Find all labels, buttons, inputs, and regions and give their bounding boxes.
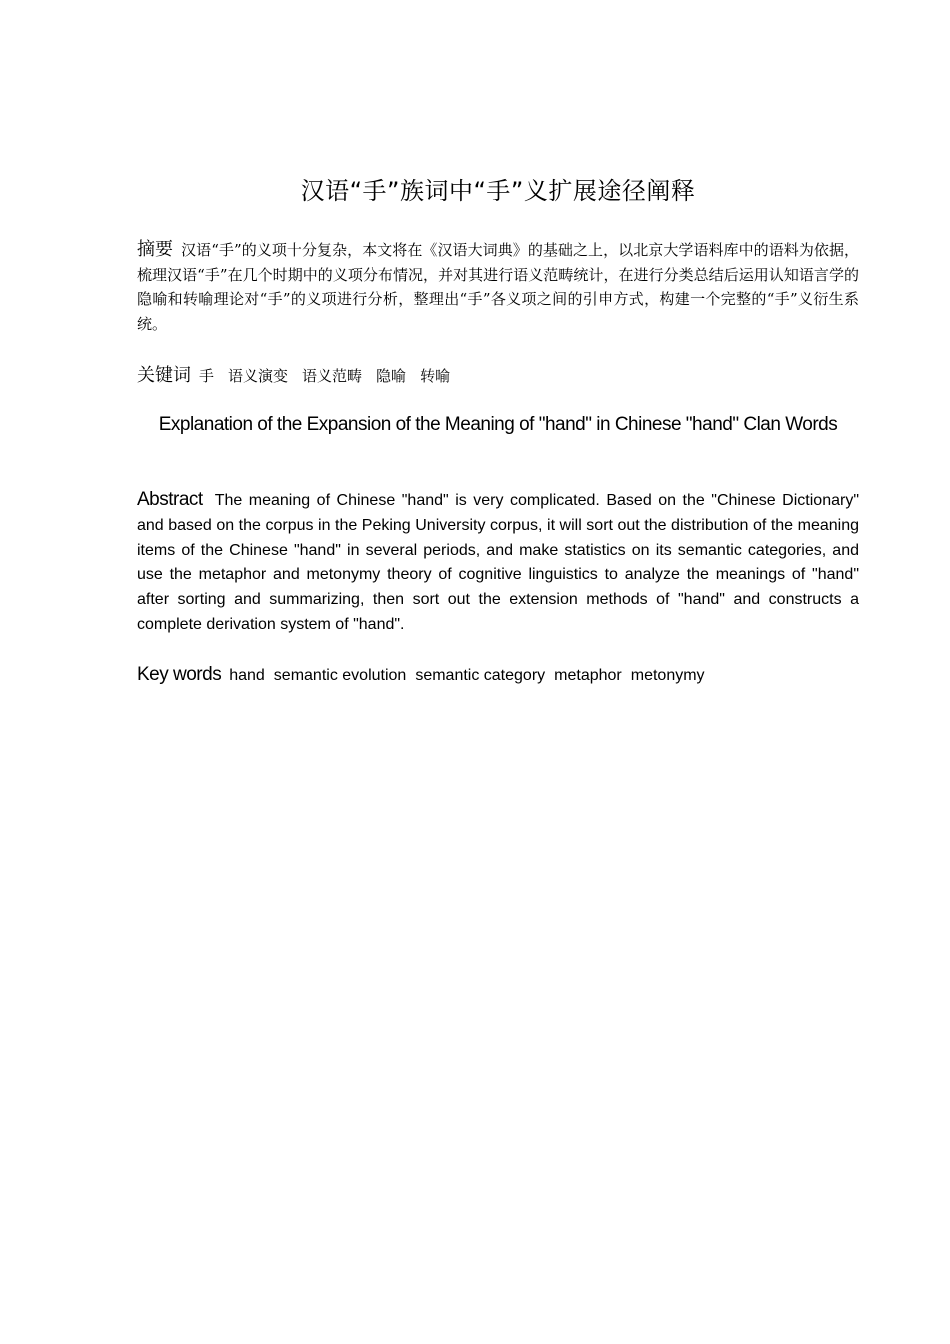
chinese-keywords	[137, 362, 859, 390]
chinese-keyword: 语义演变	[228, 367, 289, 385]
english-keywords-label: Key words	[137, 664, 222, 685]
english-keyword: metonymy	[630, 667, 705, 684]
chinese-keyword: 转喻	[420, 367, 451, 385]
chinese-title: 汉语“手”族词中“手”义扩展途径阐释	[300, 177, 696, 205]
chinese-keyword: 语义范畴	[302, 367, 363, 385]
english-keyword: semantic category	[415, 667, 546, 684]
chinese-keyword: 隐喻	[376, 367, 407, 385]
chinese-abstract-text: 汉语“手”的义项十分复杂，本文将在《汉语大词典》的基础之上，以北京大学语料库中的语料为依据，梳理汉语“手”在几个时期中的义项分布情况，并对其进行语义范畴统计，在进行分类总结后运用认知语言学的隐喻和转喻理论对“手”的义项进行分析，整理出“手”各义项之间的引申方式，构建一个完整的“手”义衍生系统。	[137, 241, 860, 333]
english-abstract	[137, 488, 859, 638]
chinese-abstract	[137, 238, 859, 336]
chinese-keywords-label: 关键词	[137, 365, 191, 386]
english-keyword: semantic evolution	[273, 667, 407, 684]
english-abstract-label: Abstract	[137, 489, 203, 510]
english-keyword: hand	[229, 667, 265, 684]
english-keyword: metaphor	[554, 667, 622, 684]
english-abstract-text: The meaning of Chinese "hand" is very complicated. Based on the "Chinese Dictionary" and based on the corpus in the Peking University corpus, it will sort out the distribution of the meaning items of the Chinese "hand" in several periods, and make statistics on its semantic categories, and use the metaphor and metonymy theory of cognitive linguistics to analyze the meanings of "hand" after sorting and summarizing, then sort out the extension methods of "hand" and constructs a complete derivation system of "hand".	[137, 492, 859, 633]
chinese-abstract-label: 摘要	[137, 239, 174, 260]
english-keywords	[137, 661, 859, 690]
english-title: Explanation of the Expansion of the Meaning of "hand" in Chinese "hand" Clan Words	[158, 414, 838, 435]
chinese-keyword: 手	[199, 367, 215, 385]
